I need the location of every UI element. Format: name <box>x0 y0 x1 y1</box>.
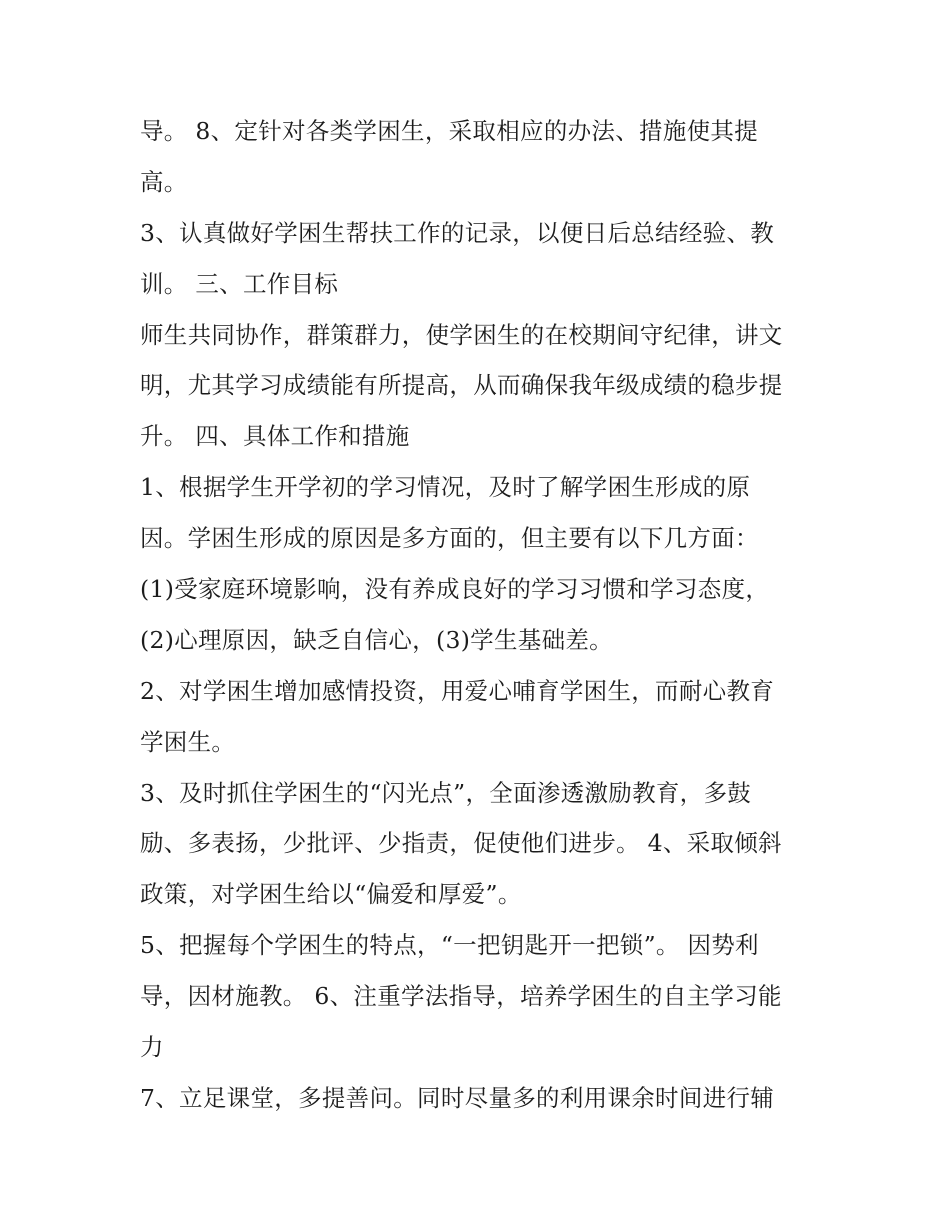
text-line: 明，尤其学习成绩能有所提高，从而确保我年级成绩的稳步提 <box>140 371 783 400</box>
text-line: 高。 <box>140 167 188 196</box>
text-line: 3、认真做好学困生帮扶工作的记录，以便日后总结经验、教 <box>140 218 775 247</box>
document-body <box>140 106 830 1124</box>
text-line: 因。学困生形成的原因是多方面的，但主要有以下几方面： <box>140 524 759 553</box>
text-line: 5、把握每个学困生的特点，“一把钥匙开一把锁”。 因势利 <box>140 931 759 960</box>
text-line: 1、根据学生开学初的学习情况，及时了解学困生形成的原 <box>140 473 751 502</box>
text-line: 师生共同协作，群策群力，使学困生的在校期间守纪律，讲文 <box>140 320 783 349</box>
text-line: 7、立足课堂，多提善问。同时尽量多的利用课余时间进行辅 <box>140 1083 775 1112</box>
text-line: 励、多表扬，少批评、少指责，促使他们进步。 4、采取倾斜 <box>140 829 782 858</box>
text-line: 升。 四、具体工作和措施 <box>140 422 410 451</box>
text-line: (1)受家庭环境影响，没有养成良好的学习习惯和学习态度， <box>140 575 770 604</box>
text-line: 导，因材施教。 6、注重学法指导，培养学困生的自主学习能 <box>140 982 782 1011</box>
text-line: 学困生。 <box>140 727 236 756</box>
text-line: 2、对学困生增加感情投资，用爱心哺育学困生，而耐心教育 <box>140 676 775 705</box>
text-line: 训。 三、工作目标 <box>140 269 339 298</box>
text-line: 3、及时抓住学困生的“闪光点”，全面渗透激励教育，多鼓 <box>140 778 752 807</box>
text-line: 力 <box>140 1033 164 1062</box>
text-line: (2)心理原因，缺乏自信心，(3)学生基础差。 <box>140 625 613 654</box>
text-line: 政策，对学困生给以“偏爱和厚爱”。 <box>140 880 522 909</box>
text-line: 导。 8、定针对各类学困生，采取相应的办法、措施使其提 <box>140 117 759 145</box>
